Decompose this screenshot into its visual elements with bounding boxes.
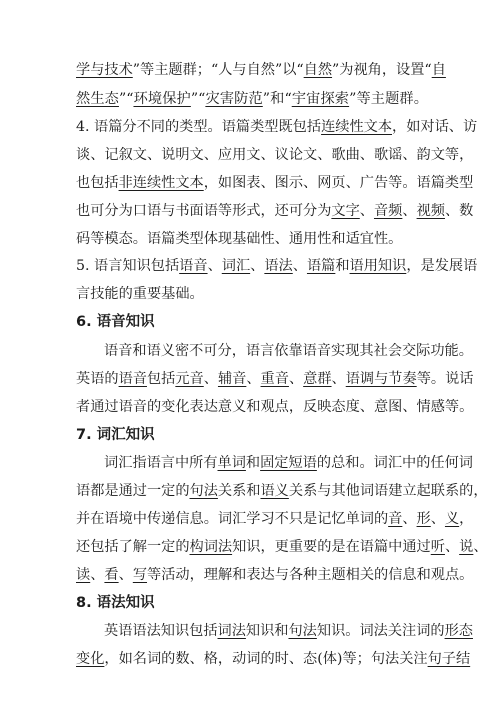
underlined-term: 语篇 — [306, 258, 336, 274]
text-run: 谈、记叙文、说明文、应用文、议论文、歌曲、歌谣、韵文等， — [76, 147, 474, 163]
paragraph-line — [76, 509, 474, 529]
underlined-term: 语义 — [260, 483, 289, 499]
text-run: ”等主题群。 — [349, 91, 428, 107]
paragraph-line — [76, 229, 428, 249]
text-run: 码等模态。语篇类型体现基础性、通用性和适宜性。 — [76, 231, 403, 247]
text-run: ”“ — [190, 91, 206, 107]
text-run: 的总和。词汇中的任何词 — [316, 455, 473, 471]
underlined-term: 音频 — [373, 203, 403, 219]
text-run: 、 — [207, 258, 222, 274]
text-run: 并在语境中传递信息。词汇学习不只是记忆单词的 — [76, 511, 389, 527]
paragraph-line — [76, 565, 474, 585]
text-run: 、 — [118, 567, 133, 583]
text-run: 、 — [444, 539, 460, 555]
underlined-term: 变化 — [76, 651, 105, 667]
underlined-term: 意群 — [303, 371, 332, 387]
text-run: 、 — [203, 371, 218, 387]
underlined-term: 固定短语 — [260, 455, 317, 471]
text-run: 词汇指语言中所有 — [104, 455, 218, 471]
text-run: 言技能的重要基础。 — [76, 286, 204, 302]
text-run: 、 — [250, 258, 265, 274]
text-run: ，是发展语 — [406, 258, 478, 274]
heading-text: 6. 语音知识 — [76, 314, 155, 330]
underlined-term: 形态 — [444, 623, 473, 639]
underlined-term: 形 — [416, 511, 431, 527]
paragraph-line — [76, 369, 474, 389]
text-run: 等活动，理解和表达与各种主题相关的信息和观点。 — [147, 567, 474, 583]
text-run: 语都是通过一定的 — [76, 483, 190, 499]
underlined-term: 义 — [444, 511, 460, 527]
underlined-term: 单词 — [217, 455, 246, 471]
paragraph-line — [76, 60, 446, 80]
paragraph-line — [76, 201, 474, 221]
section-heading — [76, 425, 428, 445]
paragraph-line — [76, 481, 488, 501]
underlined-term: 然生态 — [76, 91, 119, 107]
underlined-term: 环境保护 — [133, 91, 191, 107]
underlined-term: 语音 — [179, 258, 208, 274]
text-run: 和 — [245, 455, 261, 471]
text-run: ，如对话、访 — [392, 119, 478, 135]
paragraph-line — [76, 89, 428, 109]
underlined-term: 句子结 — [427, 651, 471, 667]
underlined-term: 自 — [431, 62, 446, 78]
text-run: 知识，更重要的是在语篇中通过 — [232, 539, 431, 555]
paragraph-line — [76, 145, 474, 165]
text-run: 、 — [430, 511, 445, 527]
underlined-term: 宇宙探索 — [291, 91, 350, 107]
underlined-term: 说 — [459, 539, 474, 555]
underlined-term: 构词法 — [189, 539, 233, 555]
text-run: 也包括 — [76, 175, 119, 191]
text-run: 语音和语义密不可分，语言依靠语音实现其社会交际功能。 — [104, 343, 473, 359]
text-run: 和 — [335, 258, 350, 274]
text-run: 、数 — [444, 203, 474, 219]
paragraph-line — [104, 621, 473, 641]
paragraph-line — [76, 397, 474, 417]
text-run: 关系与其他词语建立起联系的， — [288, 483, 488, 499]
section-heading — [76, 312, 428, 332]
text-run: 、 — [331, 371, 346, 387]
text-run: 知识。词法关注词的 — [316, 623, 445, 639]
paragraph-line — [76, 256, 478, 276]
text-run: 还包括了解一定的 — [76, 539, 190, 555]
text-run: 、 — [402, 203, 417, 219]
text-run: 5. 语言知识包括 — [76, 258, 180, 274]
text-run: 、 — [246, 371, 261, 387]
text-run: ， — [459, 511, 474, 527]
underlined-term: 连续性文本 — [321, 119, 393, 135]
underlined-term: 听 — [430, 539, 445, 555]
text-run: ，如图表、图示、网页、广告等。语篇类型 — [203, 175, 474, 191]
text-run: 英语的 — [76, 371, 119, 387]
paragraph-line — [76, 649, 471, 669]
text-run: 知识和 — [245, 623, 289, 639]
text-run: 也可分为口语与书面语等形式，还可分为 — [76, 203, 332, 219]
text-run: 、 — [473, 539, 488, 555]
underlined-term: 写 — [132, 567, 148, 583]
text-run: 等。说话 — [416, 371, 474, 387]
underlined-term: 非连续性文本 — [118, 175, 204, 191]
underlined-term: 词法 — [217, 623, 246, 639]
underlined-term: 元音 — [175, 371, 204, 387]
underlined-term: 语法 — [264, 258, 293, 274]
paragraph-line — [104, 341, 473, 361]
paragraph-line — [76, 284, 428, 304]
text-run: 4. 语篇分不同的类型。语篇类型既包括 — [76, 119, 322, 135]
text-run: 者通过语音的变化表达意义和观点，反映态度、意图、情感等。 — [76, 399, 474, 415]
heading-text: 8. 语法知识 — [76, 595, 155, 611]
text-run: ，如名词的数、格，动词的时、态(体)等；句法关注 — [104, 651, 428, 667]
underlined-term: 学与技术 — [76, 62, 133, 78]
text-run: 、 — [288, 371, 304, 387]
underlined-term: 句法 — [288, 623, 317, 639]
text-run: 包括 — [146, 371, 176, 387]
underlined-term: 词汇 — [221, 258, 251, 274]
text-run: 、 — [359, 203, 374, 219]
underlined-term: 灾害防范 — [205, 91, 263, 107]
text-run: 、 — [402, 511, 417, 527]
underlined-term: 文字 — [331, 203, 360, 219]
paragraph-line — [104, 453, 473, 473]
underlined-term: 看 — [104, 567, 119, 583]
underlined-term: 视频 — [416, 203, 445, 219]
text-run: ”和“ — [262, 91, 292, 107]
underlined-term: 重音 — [260, 371, 289, 387]
underlined-term: 读 — [76, 567, 91, 583]
text-run: 、 — [90, 567, 105, 583]
text-run: 英语语法知识包括 — [104, 623, 218, 639]
underlined-term: 语调与节奏 — [345, 371, 417, 387]
paragraph-line — [76, 537, 488, 557]
text-run: ”为视角，设置“ — [332, 62, 432, 78]
underlined-term: 语音 — [118, 371, 147, 387]
text-run: ”等主题群；“人与自然”以“ — [132, 62, 304, 78]
underlined-term: 自然 — [303, 62, 333, 78]
heading-text: 7. 词汇知识 — [76, 427, 155, 443]
paragraph-line — [76, 117, 478, 137]
text-run: ”“ — [118, 91, 134, 107]
text-run: 关系和 — [217, 483, 261, 499]
text-run: 、 — [292, 258, 307, 274]
underlined-term: 音 — [388, 511, 403, 527]
underlined-term: 句法 — [189, 483, 218, 499]
section-heading — [76, 593, 428, 613]
underlined-term: 语用知识 — [349, 258, 407, 274]
underlined-term: 辅音 — [217, 371, 247, 387]
paragraph-line — [76, 173, 474, 193]
